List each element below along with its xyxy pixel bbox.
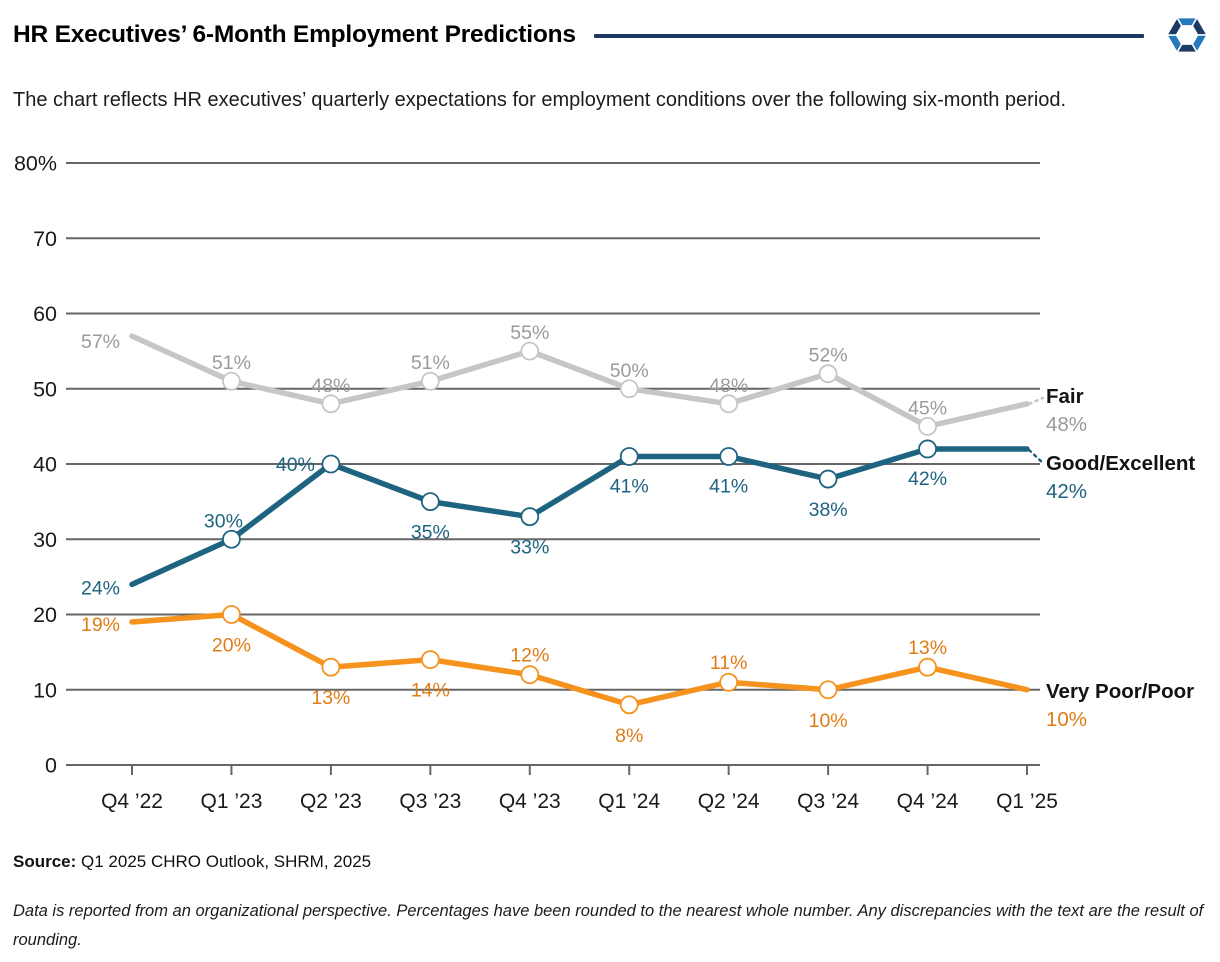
data-point-fair xyxy=(422,373,439,390)
data-point-very-poor-poor xyxy=(720,674,737,691)
y-axis-label: 30 xyxy=(33,527,57,552)
y-axis-label: 60 xyxy=(33,302,57,326)
data-label-good-excellent: 40% xyxy=(275,454,315,476)
data-point-good-excellent xyxy=(322,456,339,473)
data-label-fair: 48% xyxy=(311,374,351,397)
data-label-very-poor-poor: 10% xyxy=(808,709,848,732)
data-label-good-excellent: 35% xyxy=(410,521,450,544)
shrm-hexagon-logo xyxy=(1164,12,1210,58)
data-point-fair xyxy=(223,373,240,390)
x-axis-label: Q1 ’25 xyxy=(996,790,1058,813)
data-label-good-excellent: 41% xyxy=(609,475,649,498)
data-point-fair xyxy=(919,418,936,435)
header-rule xyxy=(594,34,1144,38)
data-label-very-poor-poor: 13% xyxy=(311,687,351,710)
data-label-fair: 51% xyxy=(211,352,251,375)
series-end-label-good-excellent: Good/Excellent xyxy=(1046,452,1196,475)
data-point-fair xyxy=(521,343,538,360)
y-axis-label: 70 xyxy=(33,226,57,251)
data-point-good-excellent xyxy=(223,531,240,548)
data-label-good-excellent: 41% xyxy=(709,475,749,498)
data-label-very-poor-poor: 12% xyxy=(510,644,550,667)
data-point-very-poor-poor xyxy=(322,659,339,676)
data-label-fair: 45% xyxy=(908,397,948,420)
series-end-label-very-poor-poor: Very Poor/Poor xyxy=(1046,680,1195,703)
x-axis-label: Q4 ’23 xyxy=(498,790,561,813)
data-label-good-excellent: 38% xyxy=(808,499,848,522)
data-label-very-poor-poor: 13% xyxy=(908,637,948,660)
y-axis-label: 40 xyxy=(33,452,57,477)
data-point-very-poor-poor xyxy=(621,696,638,713)
x-axis-label: Q3 ’24 xyxy=(797,790,860,813)
data-label-fair: 52% xyxy=(808,344,848,367)
leader-line-fair xyxy=(1029,398,1043,404)
x-axis-label: Q4 ’22 xyxy=(101,790,163,813)
data-point-good-excellent xyxy=(919,440,936,457)
data-point-very-poor-poor xyxy=(820,681,837,698)
data-label-very-poor-poor: 19% xyxy=(80,614,120,637)
chart-description: The chart reflects HR executives’ quarterly expectations for employment conditions over the following six-month period. xyxy=(13,89,1067,111)
footnote: Data is reported from an organizational perspective. Percentages have been rounded to the nearest whole number. Any discrepancies with the text are the result of rounding. xyxy=(13,902,1204,949)
data-point-good-excellent xyxy=(820,471,837,488)
source-label: Source: xyxy=(13,852,77,871)
data-label-good-excellent: 42% xyxy=(908,467,948,490)
y-axis-label: 20 xyxy=(33,603,57,627)
page-title: HR Executives’ 6-Month Employment Predictions xyxy=(13,21,576,48)
data-label-fair: 57% xyxy=(80,331,120,354)
data-point-good-excellent xyxy=(422,493,439,510)
data-label-good-excellent: 24% xyxy=(80,577,120,600)
data-point-fair xyxy=(621,380,638,397)
header xyxy=(13,12,1210,58)
leader-line-good-excellent xyxy=(1029,450,1043,463)
x-axis-label: Q1 ’24 xyxy=(598,790,661,813)
data-point-very-poor-poor xyxy=(521,666,538,683)
data-point-good-excellent xyxy=(621,448,638,465)
data-label-fair: 51% xyxy=(410,352,450,375)
series-end-label-fair: Fair xyxy=(1046,385,1084,408)
x-axis-label: Q2 ’23 xyxy=(299,790,362,813)
data-label-very-poor-poor: 20% xyxy=(211,634,251,657)
y-axis-label: 80% xyxy=(13,151,57,176)
x-axis-label: Q3 ’23 xyxy=(399,790,462,813)
data-label-very-poor-poor: 11% xyxy=(709,652,748,675)
data-point-good-excellent xyxy=(720,448,737,465)
data-point-very-poor-poor xyxy=(223,606,240,623)
x-axis-label: Q1 ’23 xyxy=(200,790,263,813)
data-point-fair xyxy=(820,365,837,382)
source-text: Q1 2025 CHRO Outlook, SHRM, 2025 xyxy=(81,852,372,871)
y-axis-label: 0 xyxy=(45,753,57,778)
y-axis-label: 10 xyxy=(33,678,57,703)
data-point-fair xyxy=(720,395,737,412)
x-axis-label: Q2 ’24 xyxy=(697,790,760,813)
series-end-value-fair: 48% xyxy=(1046,413,1088,436)
data-point-very-poor-poor xyxy=(919,659,936,676)
data-label-very-poor-poor: 8% xyxy=(615,724,644,747)
data-label-fair: 55% xyxy=(510,322,550,345)
data-label-fair: 48% xyxy=(709,374,749,397)
chart-line-good-excellent xyxy=(132,449,1027,584)
line-chart xyxy=(0,150,1220,830)
source-line xyxy=(13,852,371,872)
x-axis-label: Q4 ’24 xyxy=(896,790,959,813)
data-point-fair xyxy=(322,395,339,412)
chart-line-fair xyxy=(132,336,1027,426)
series-end-value-very-poor-poor: 10% xyxy=(1046,708,1088,731)
data-label-good-excellent: 30% xyxy=(203,510,243,533)
y-axis-label: 50 xyxy=(33,377,57,402)
data-point-very-poor-poor xyxy=(422,651,439,668)
data-label-good-excellent: 33% xyxy=(510,536,550,559)
data-label-fair: 50% xyxy=(609,359,649,382)
chart-line-very-poor-poor xyxy=(132,615,1027,705)
series-end-value-good-excellent: 42% xyxy=(1046,480,1088,503)
data-point-good-excellent xyxy=(521,508,538,525)
data-label-very-poor-poor: 14% xyxy=(410,679,450,702)
